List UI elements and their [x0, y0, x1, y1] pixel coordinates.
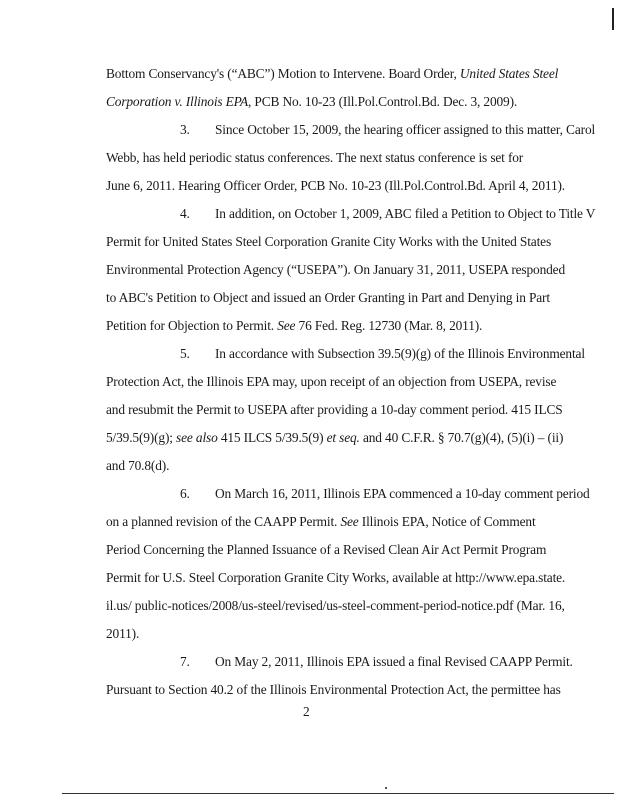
body-line: [106, 682, 561, 698]
paragraph-number: 4.: [180, 206, 190, 221]
body-line: [180, 206, 595, 222]
body-line: [106, 542, 546, 558]
text-segment: June 6, 2011. Hearing Officer Order, PCB No. 10-23 (Ill.Pol.Control.Bd. April 4, 2011).: [106, 178, 566, 193]
text-segment: On March 16, 2011, Illinois EPA commenced a 10-day comment period: [215, 486, 590, 501]
italic-text: United States Steel: [459, 66, 559, 81]
body-line: [180, 346, 585, 362]
text-segment: and 40 C.F.R. § 70.7(g)(4), (5)(i) – (ii): [359, 430, 564, 445]
italic-text: See: [340, 514, 359, 529]
text-segment: on a planned revision of the CAAPP Permit.: [106, 514, 341, 529]
text-segment: Permit for United States Steel Corporation Granite City Works with the United States: [106, 234, 552, 249]
scan-edge-mark: [612, 8, 614, 30]
text-segment: In addition, on October 1, 2009, ABC filed a Petition to Object to Title V: [215, 206, 596, 221]
paragraph-number: 3.: [180, 122, 190, 137]
body-line: [180, 486, 590, 502]
body-line: [106, 66, 558, 82]
body-line: [106, 374, 556, 390]
body-line: [106, 318, 482, 334]
text-segment: On May 2, 2011, Illinois EPA issued a final Revised CAAPP Permit.: [215, 654, 573, 669]
paragraph-number: 7.: [180, 654, 190, 669]
body-line: [106, 290, 550, 306]
text-segment: and 70.8(d).: [106, 458, 170, 473]
text-segment: In accordance with Subsection 39.5(9)(g) of the Illinois Environmental: [215, 346, 585, 361]
bottom-rule: [62, 793, 614, 794]
paragraph-number: 6.: [180, 486, 190, 501]
body-line: [180, 654, 573, 670]
body-line: [106, 598, 565, 614]
paragraph-number: 5.: [180, 346, 190, 361]
scan-speck: [385, 787, 387, 789]
italic-text: et seq.: [326, 430, 360, 445]
body-line: [106, 514, 536, 530]
italic-text: see also: [176, 430, 218, 445]
body-line: [106, 458, 169, 474]
body-line: [106, 262, 565, 278]
body-line: [180, 122, 595, 138]
page-number: 2: [303, 704, 310, 719]
text-segment: il.us/ public-notices/2008/us-steel/revised/us-steel-comment-period-notice.pdf (Mar. 16,: [106, 598, 565, 613]
text-segment: Bottom Conservancy's (“ABC”) Motion to Intervene. Board Order,: [106, 66, 460, 81]
text-segment: Protection Act, the Illinois EPA may, upon receipt of an objection from USEPA, revise: [106, 374, 557, 389]
body-line: [106, 178, 565, 194]
body-line: [106, 570, 565, 586]
text-segment: and resubmit the Permit to USEPA after providing a 10-day comment period. 415 ILCS: [106, 402, 563, 417]
body-line: [106, 430, 563, 446]
body-line: [106, 626, 139, 642]
text-segment: 76 Fed. Reg. 12730 (Mar. 8, 2011).: [295, 318, 483, 333]
text-segment: Since October 15, 2009, the hearing officer assigned to this matter, Carol: [215, 122, 596, 137]
italic-text: Corporation v. Illinois EPA: [106, 94, 249, 109]
body-line: [106, 94, 517, 110]
text-segment: Permit for U.S. Steel Corporation Granite City Works, available at http://www.epa.state.: [106, 570, 566, 585]
text-segment: 2011).: [106, 626, 140, 641]
body-line: [106, 150, 523, 166]
text-segment: Illinois EPA, Notice of Comment: [358, 514, 536, 529]
text-segment: Petition for Objection to Permit.: [106, 318, 278, 333]
text-segment: Webb, has held periodic status conferences. The next status conference is set for: [106, 150, 524, 165]
text-segment: 415 ILCS 5/39.5(9): [217, 430, 327, 445]
body-line: [106, 234, 551, 250]
text-segment: Pursuant to Section 40.2 of the Illinois Environmental Protection Act, the permittee has: [106, 682, 561, 697]
text-segment: , PCB No. 10-23 (Ill.Pol.Control.Bd. Dec. 3, 2009).: [248, 94, 518, 109]
text-segment: Period Concerning the Planned Issuance of a Revised Clean Air Act Permit Program: [106, 542, 547, 557]
text-segment: Environmental Protection Agency (“USEPA”). On January 31, 2011, USEPA responded: [106, 262, 565, 277]
text-segment: 5/39.5(9)(g);: [106, 430, 177, 445]
italic-text: See: [277, 318, 296, 333]
body-line: [106, 402, 563, 418]
text-segment: to ABC's Petition to Object and issued an Order Granting in Part and Denying in Part: [106, 290, 550, 305]
